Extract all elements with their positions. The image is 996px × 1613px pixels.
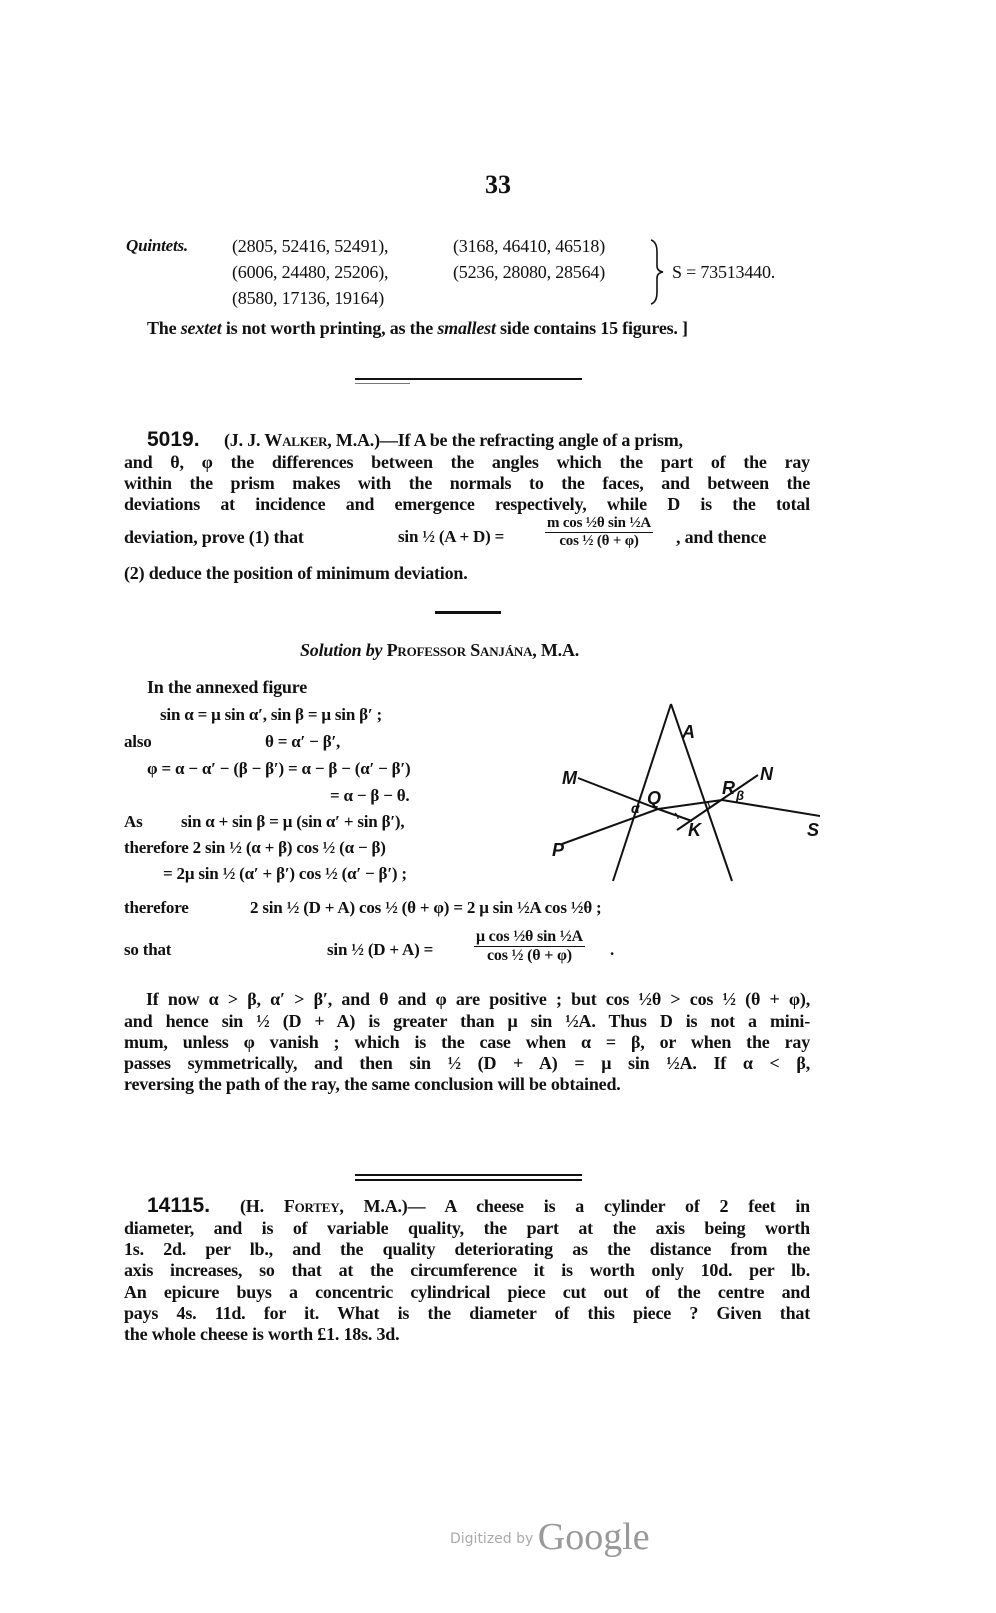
quintet-col2-row2: (5236, 28080, 28564) (453, 262, 605, 282)
label-k: K (688, 820, 701, 840)
solution-eq8-fraction (474, 928, 585, 965)
solution-intro: In the annexed figure (147, 677, 307, 697)
so-that-label: so that (124, 940, 172, 959)
sextet-note-post: side contains 15 figures. ] (495, 318, 688, 338)
smallest-word: smallest (437, 318, 496, 338)
sextet-note-pre: The (147, 318, 181, 338)
problem-5019-line5-post: , and thence (676, 527, 767, 547)
google-logo: Google (537, 1516, 650, 1558)
therefore-label: therefore (124, 898, 189, 917)
also-label: also (124, 732, 152, 751)
label-a: A (682, 722, 695, 742)
double-rule-top (355, 1174, 582, 1176)
problem-5019-line3: within the prism makes with the normals to the faces, and between the (124, 473, 810, 493)
quintets-label: Quintets. (126, 236, 188, 255)
eq8-denominator: cos ½ (θ + φ) (487, 947, 572, 964)
separator-rule-faint (355, 383, 410, 384)
label-n: N (760, 764, 773, 784)
problem-14115-author: (H. Fortey, M.A.) (240, 1196, 408, 1216)
quintet-col1-row1: (2805, 52416, 52491), (232, 236, 389, 256)
incident-ray-p (562, 809, 658, 844)
solution-eq1: sin α = μ sin α′, sin β = μ sin β′ ; (160, 705, 382, 724)
problem-14115-line6: pays 4s. 11d. for it. What is the diameter of this piece ? Given that (124, 1303, 810, 1323)
solution-eq6: = 2μ sin ½ (α′ + β′) cos ½ (α′ − β′) ; (163, 864, 407, 883)
solution-eq5: sin α + sin β = μ (sin α′ + sin β′), (181, 812, 405, 831)
label-m: M (562, 768, 577, 788)
solution-by: Solution by (300, 640, 383, 660)
conclusion-line-5: reversing the path of the ray, the same conclusion will be obtained. (124, 1074, 621, 1094)
problem-5019-lhs: sin ½ (A + D) = (398, 527, 505, 546)
digitized-by-google-watermark (450, 1515, 650, 1559)
solution-eq2: θ = α′ − β′, (265, 732, 341, 751)
problem-14115-line4: axis increases, so that at the circumference it is worth only 10d. per lb. (124, 1260, 810, 1280)
page-number: 33 (485, 170, 511, 199)
fraction-numerator: m cos ½θ sin ½A (547, 515, 651, 531)
solution-eq7: 2 sin ½ (D + A) cos ½ (θ + φ) = 2 μ sin ½A cos ½θ ; (250, 898, 602, 917)
conclusion-line-4: passes symmetrically, and then sin ½ (D + A) = μ sin ½A. If α < β, (124, 1053, 810, 1073)
solution-therefore-1: therefore 2 sin ½ (α + β) cos ½ (α − β) (124, 838, 386, 857)
label-q: Q (647, 788, 662, 808)
problem-number-14115: 14115. (147, 1194, 211, 1217)
solution-heading (300, 640, 579, 661)
quintet-col1-row3: (8580, 17136, 19164) (232, 288, 384, 308)
problem-14115-line7: the whole cheese is worth £1. 18s. 3d. (124, 1324, 400, 1344)
refracted-ray-qr (658, 800, 722, 809)
solution-eq3: φ = α − α′ − (β − β′) = α − β − (α′ − β′) (147, 759, 411, 778)
sextet-note-mid: is not worth printing, as the (221, 318, 438, 338)
solution-author: Professor Sanjána, M.A. (386, 640, 580, 660)
digitized-by-text: Digitized by (450, 1531, 534, 1547)
label-r: R (722, 778, 735, 798)
prism-left-face (613, 704, 671, 881)
problem-5019-line5-pre: deviation, prove (1) that (124, 527, 304, 547)
sextet-word: sextet (180, 318, 222, 338)
double-rule-bottom (355, 1179, 582, 1181)
solution-eq4: = α − β − θ. (330, 786, 410, 805)
quintet-col1-row2: (6006, 24480, 25206), (232, 262, 389, 282)
sextet-note (147, 318, 688, 339)
conclusion-line-3: mum, unless φ vanish ; which is the case when α = β, or when the ray (124, 1032, 810, 1052)
problem-14115-line3: 1s. 2d. per lb., and the quality deteriorating as the distance from the (124, 1239, 810, 1259)
fraction-denominator: cos ½ (θ + φ) (559, 533, 639, 549)
problem-5019-line4: deviations at incidence and emergence respectively, while D is the total (124, 494, 810, 514)
problem-5019-author: (J. J. Walker, M.A.) (224, 430, 380, 450)
separator-rule (355, 378, 582, 380)
quintet-col2-row1: (3168, 46410, 46518) (453, 236, 605, 256)
conclusion-line-2: and hence sin ½ (D + A) is greater than μ sin ½A. Thus D is not a mini- (124, 1011, 810, 1031)
eq8-period: . (610, 940, 615, 959)
quintets-sum: S = 73513440. (672, 262, 776, 282)
label-s: S (807, 820, 820, 840)
right-brace-icon (648, 238, 666, 306)
problem-14115-line5: An epicure buys a concentric cylindrical piece cut out of the centre and (124, 1282, 810, 1302)
eq8-numerator: μ cos ½θ sin ½A (476, 928, 583, 945)
label-p: P (552, 840, 565, 860)
label-beta: β (736, 788, 745, 803)
problem-5019-text-1: —If A be the refracting angle of a prism, (379, 430, 683, 450)
normal-m-extension (658, 809, 692, 821)
problem-number-5019: 5019. (147, 428, 200, 451)
separator-rule-short (435, 611, 501, 614)
problem-5019-line2: and θ, φ the differences between the angles which the part of the ray (124, 452, 810, 472)
problem-14115-line2: diameter, and is of variable quality, the part at the axis being worth (124, 1218, 810, 1238)
problem-5019-line6: (2) deduce the position of minimum deviation. (124, 563, 468, 583)
label-alpha: α (631, 800, 640, 816)
problem-14115-text-1: — A cheese is a cylinder of 2 feet in (407, 1196, 810, 1216)
as-label: As (124, 812, 143, 831)
problem-5019-line1 (224, 430, 683, 451)
solution-eq8-lhs: sin ½ (D + A) = (327, 940, 434, 959)
problem-14115-line1 (240, 1196, 810, 1217)
prism-diagram (520, 670, 820, 885)
conclusion-line-1: If now α > β, α′ > β′, and θ and φ are positive ; but cos ½θ > cos ½ (θ + φ), (146, 989, 810, 1009)
problem-5019-fraction (545, 515, 653, 550)
